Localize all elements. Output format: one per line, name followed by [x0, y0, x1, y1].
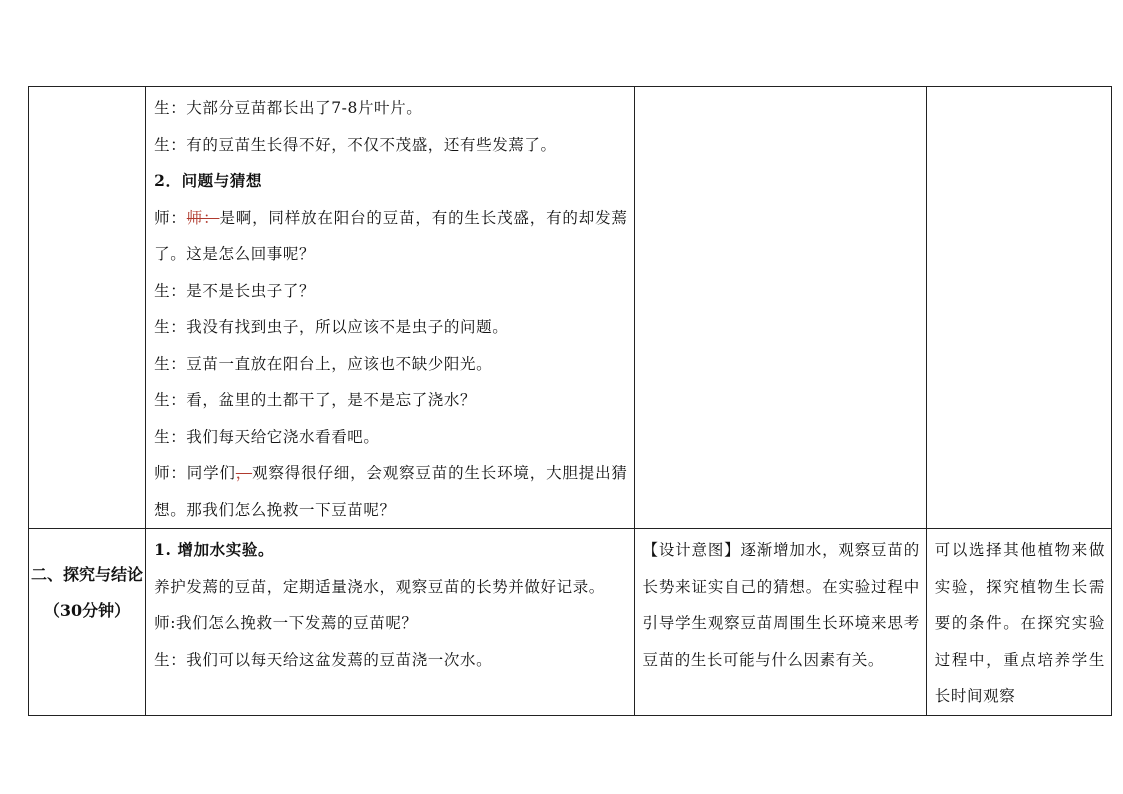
student-line: 生：豆苗一直放在阳台上，应该也不缺少阳光。 [154, 354, 493, 373]
student-line: 生：看，盆里的土都干了，是不是忘了浇水？ [154, 391, 477, 409]
student-line: 生：是不是长虫子了？ [154, 281, 316, 300]
teaching-note: 可以选择其他植物来做实验，探究植物生长需要的条件。在探究实验过程中，重点培养学生长时间观察 [934, 541, 1105, 705]
design-intent: 【设计意图】逐渐增加水，观察豆苗的长势来证实自己的猜想。在实验过程中引导学生观察豆苗周围生长环境来思考豆苗的生长可能与什么因素有关。 [642, 541, 920, 669]
student-line: 生：大部分豆苗都长出了7-8片叶片。 [154, 99, 423, 117]
design-cell [634, 529, 926, 716]
stage-title: 二、探究与结论（30分钟） [31, 565, 144, 620]
process-cell [146, 87, 634, 529]
stage-cell [29, 529, 146, 716]
instruction-line: 养护发蔫的豆苗，定期适量浇水，观察豆苗的长势并做好记录。 [154, 577, 605, 596]
lesson-plan-table [28, 86, 1112, 716]
table-row [29, 529, 1112, 716]
student-line: 生：有的豆苗生长得不好，不仅不茂盛，还有些发蔫了。 [154, 135, 557, 154]
teacher-line [154, 200, 627, 273]
student-line: 生：我们可以每天给这盆发蔫的豆苗浇一次水。 [154, 650, 493, 669]
note-cell [926, 529, 1111, 716]
speaker-label: 师： [154, 208, 187, 227]
teacher-text: 观察得很仔细，会观察豆苗的生长环境，大胆提出猜想。那我们怎么挽救一下豆苗呢？ [154, 464, 628, 519]
stage-cell-empty [29, 87, 146, 529]
section-heading: 2．问题与猜想 [154, 171, 263, 190]
design-cell-empty [634, 87, 926, 529]
teacher-text: 师：同学们 [154, 464, 236, 482]
student-line: 生：我们每天给它浇水看看吧。 [154, 427, 380, 446]
teacher-line: 师:我们怎么挽救一下发蔫的豆苗呢？ [154, 614, 418, 632]
student-line: 生：我没有找到虫子，所以应该不是虫子的问题。 [154, 318, 509, 336]
deleted-text: 师： [186, 208, 220, 227]
table-row [29, 87, 1112, 529]
process-cell [146, 529, 634, 716]
teacher-text: 是啊，同样放在阳台的豆苗，有的生长茂盛，有的却发蔫了。这是怎么回事呢？ [154, 208, 628, 263]
deleted-text: ， [235, 464, 253, 482]
teacher-line [154, 455, 627, 528]
note-cell-empty [926, 87, 1111, 529]
section-heading: 1. 增加水实验。 [154, 540, 275, 559]
